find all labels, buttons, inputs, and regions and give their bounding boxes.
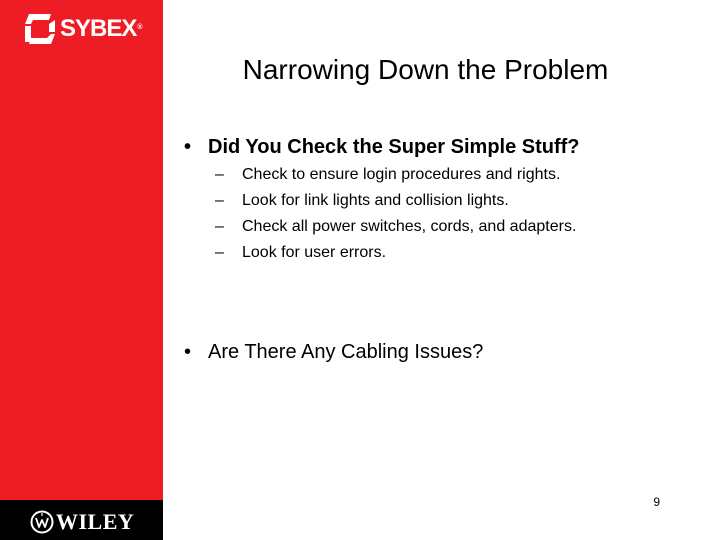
bullet-marker: • bbox=[184, 136, 192, 158]
bullet-marker: • bbox=[184, 341, 192, 363]
wiley-crest-icon bbox=[30, 510, 54, 534]
sybex-wordmark: SYBEX bbox=[60, 15, 137, 42]
sub-bullet-text: Check all power switches, cords, and adapters. bbox=[242, 218, 577, 235]
wiley-wordmark: WILEY bbox=[56, 509, 135, 534]
sub-bullet-item bbox=[215, 216, 576, 242]
sybex-logo bbox=[23, 12, 143, 46]
bullet-text: Did You Check the Super Simple Stuff? bbox=[208, 136, 580, 158]
page-number: 9 bbox=[653, 495, 660, 509]
sub-bullet-marker: – bbox=[215, 218, 224, 235]
bullet-item bbox=[184, 134, 580, 160]
sub-bullet-marker: – bbox=[215, 244, 224, 261]
bullet-item bbox=[184, 339, 483, 365]
sub-bullet-marker: – bbox=[215, 192, 224, 209]
sub-bullet-text: Check to ensure login procedures and rights. bbox=[242, 166, 561, 183]
sub-bullet-item bbox=[215, 242, 576, 268]
sybex-emblem-icon bbox=[23, 12, 57, 46]
sidebar-panel bbox=[0, 0, 163, 540]
sub-bullet-item bbox=[215, 190, 576, 216]
trademark-symbol: ® bbox=[137, 24, 143, 31]
sub-bullet-marker: – bbox=[215, 166, 224, 183]
sub-bullet-text: Look for link lights and collision lights. bbox=[242, 192, 509, 209]
sub-bullet-item bbox=[215, 164, 576, 190]
sub-bullet-list bbox=[215, 164, 576, 268]
wiley-logo bbox=[30, 509, 134, 535]
bullet-text: Are There Any Cabling Issues? bbox=[208, 341, 484, 363]
sub-bullet-text: Look for user errors. bbox=[242, 244, 387, 261]
slide-title: Narrowing Down the Problem bbox=[242, 54, 609, 85]
